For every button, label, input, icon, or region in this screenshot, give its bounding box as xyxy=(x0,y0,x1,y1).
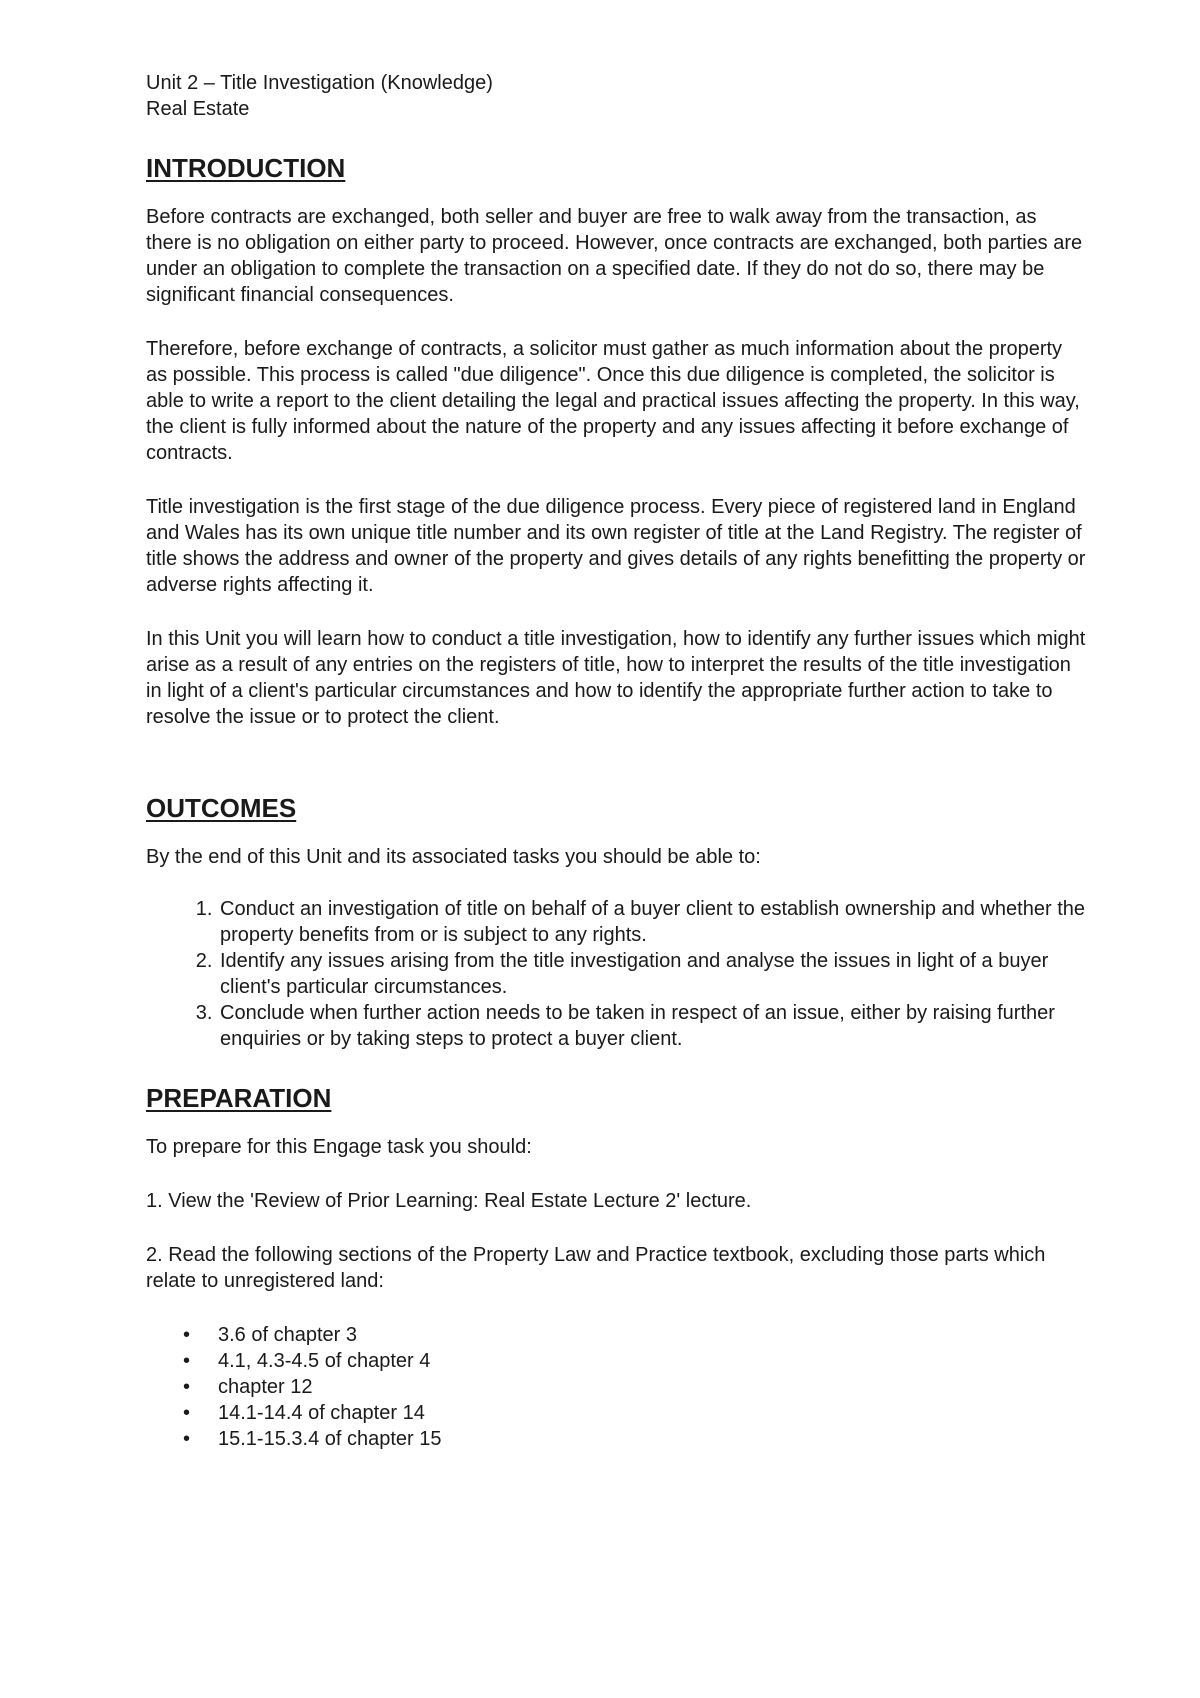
subject-title: Real Estate xyxy=(146,98,250,120)
reading-item-text: chapter 12 xyxy=(218,1376,313,1398)
introduction-paragraph: In this Unit you will learn how to conduct a title investigation, how to identify any further issues which might arise as a result of any entries on the registers of title, how to interpret the results of the title investigation in light of a client's particular circumstances and how to identify the appropriate further action to take to resolve the issue or to protect the client. xyxy=(146,628,1086,728)
outcomes-heading: OUTCOMES xyxy=(146,793,297,823)
bullet-icon: • xyxy=(183,1376,191,1398)
document-page xyxy=(146,70,1086,1452)
readings-list xyxy=(146,1322,1086,1452)
preparation-lead: To prepare for this Engage task you should: xyxy=(146,1136,532,1158)
reading-item xyxy=(183,1348,1086,1374)
reading-item-text: 14.1-14.4 of chapter 14 xyxy=(218,1402,425,1424)
reading-item xyxy=(183,1426,1086,1452)
reading-item-text: 4.1, 4.3-4.5 of chapter 4 xyxy=(218,1350,431,1372)
introduction-paragraph: Therefore, before exchange of contracts, a solicitor must gather as much information about the property as possible. This process is called "due diligence". Once this due diligence is completed, the solicitor is able to write a report to the client detailing the legal and practical issues affecting the property. In this way, the client is fully informed about the nature of the property and any issues affecting it before exchange of contracts. xyxy=(146,338,1080,464)
preparation-step-2: 2. Read the following sections of the Property Law and Practice textbook, excluding those parts which relate to unregistered land: xyxy=(146,1244,1046,1292)
outcomes-list xyxy=(146,896,1086,1052)
unit-title: Unit 2 – Title Investigation (Knowledge) xyxy=(146,72,493,94)
bullet-icon: • xyxy=(183,1402,191,1424)
preparation-heading: PREPARATION xyxy=(146,1083,332,1113)
reading-item-text: 3.6 of chapter 3 xyxy=(218,1324,357,1346)
reading-item xyxy=(183,1374,1086,1400)
bullet-icon: • xyxy=(183,1324,191,1346)
outcome-item: 1. Conduct an investigation of title on behalf of a buyer client to establish ownership and whether the property benefits from or is subject to any rights. xyxy=(218,896,1086,948)
bullet-icon: • xyxy=(183,1428,191,1450)
introduction-paragraph: Before contracts are exchanged, both seller and buyer are free to walk away from the transaction, as there is no obligation on either party to proceed. However, once contracts are exchanged, both parties are under an obligation to complete the transaction on a specified date. If they do not do so, there may be significant financial consequences. xyxy=(146,206,1083,306)
reading-item-text: 15.1-15.3.4 of chapter 15 xyxy=(218,1428,442,1450)
outcome-item: 2. Identify any issues arising from the title investigation and analyse the issues in light of a buyer client's particular circumstances. xyxy=(218,948,1086,1000)
outcome-item: 3. Conclude when further action needs to be taken in respect of an issue, either by raising further enquiries or by taking steps to protect a buyer client. xyxy=(218,1000,1086,1052)
reading-item xyxy=(183,1400,1086,1426)
bullet-icon: • xyxy=(183,1350,191,1372)
introduction-paragraph: Title investigation is the first stage of the due diligence process. Every piece of registered land in England and Wales has its own unique title number and its own register of title at the Land Registry. The register of title shows the address and owner of the property and gives details of any rights benefitting the property or adverse rights affecting it. xyxy=(146,496,1086,596)
outcomes-lead: By the end of this Unit and its associated tasks you should be able to: xyxy=(146,846,761,868)
introduction-heading: INTRODUCTION xyxy=(146,153,346,183)
reading-item xyxy=(183,1322,1086,1348)
preparation-step-1: 1. View the 'Review of Prior Learning: Real Estate Lecture 2' lecture. xyxy=(146,1190,752,1212)
